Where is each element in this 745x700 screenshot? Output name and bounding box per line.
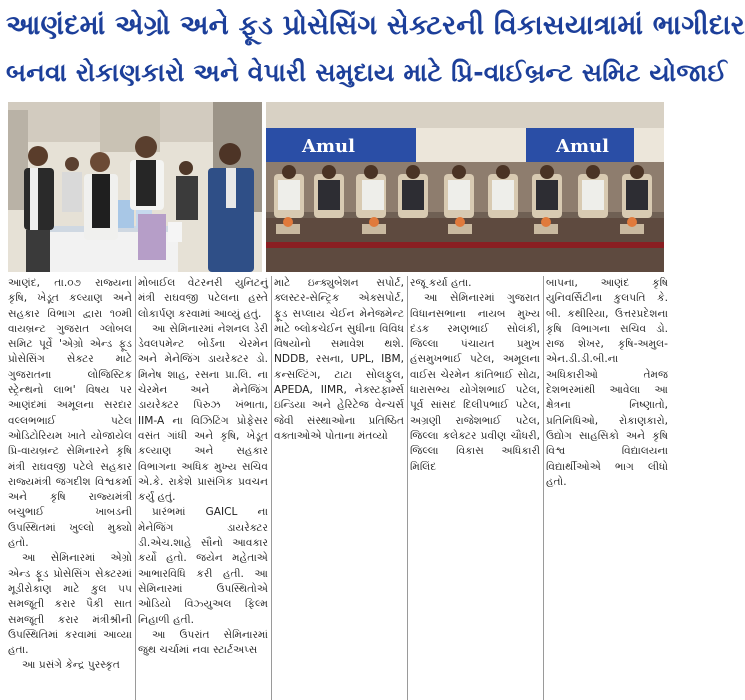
paragraph: આ સેમિનારમાં એગ્રો એન્ડ ફૂડ પ્રોસેસિંગ સેક્ટરમાં મૂડીરોકાણ માટે કુલ ૫૫ સમજૂતી કરાર પૈકી સાત સમજૂતી કરાર મંત્રીશ્રીની ઉપસ્થિતિમાં કરવામાં આવ્યા હતા. <box>8 552 132 657</box>
paragraph: આ સેમિનારમાં નેશનલ ડેરી ડેવલપમેન્ટ બોર્ડના ચેરમેન અને મેનેજિંગ ડાયરેક્ટર ડો. મિનેષ શાહ, રસના પ્રા.લિ. ના ચેરમેન અને મેનેજિંગ ડાયરેક્ટર પિરુઝ ખંભાતા, IIM-A ના વિઝિટિંગ પ્રોફેસર વસંત ગાંધી અને કૃષિ, ખેડૂત કલ્યાણ અને સહકાર વિભાગના અધિક મુખ્ય સચિવ એ.કે. રાકેશે પ્રાસંગિક પ્રવચન કર્યું હતું. <box>138 322 268 504</box>
headline <box>0 0 745 98</box>
photo-exhibition-stall-image <box>8 102 262 272</box>
paragraph: રજૂ કર્યા હતા. <box>410 277 472 289</box>
paragraph: પ્રારંભમાં GAICL ના મેનેજિંગ ડાયરેક્ટર ડી.એચ.શાહે સૌનો આવકાર કર્યો હતો. જયેન મહેતાએ આભારવિધિ કરી હતી. આ સેમિનારમાં ઉપસ્થિતોએ ઓડિયો વિઝ્યુઅલ ફિલ્મ નિહાળી હતી. <box>138 506 268 626</box>
column-divider <box>135 276 136 700</box>
article-body <box>8 276 668 700</box>
paragraph: આ ઉપરાંત સેમિનારમાં જુથ ચર્ચામાં નવા સ્ટાર્ટઅપ્સ <box>138 628 268 657</box>
headline-line-1: આણંદમાં એગ્રો અને ફૂડ પ્રોસેસિંગ સેક્ટરની વિકાસયાત્રામાં ભાગીદાર <box>6 10 745 41</box>
article-column-4 <box>410 276 540 700</box>
photo-exhibition-stall <box>8 102 262 272</box>
paragraph: બાપના, આણંદ કૃષિ યુનિવર્સિટીના કુલપતિ કે. બી. કથીરિયા, ઉત્તરપ્રદેશના કૃષિ વિભાગના સચિવ ડો. રાજ શેખર, કૃષિ-અમુલ-એન.ડી.ડી.બી.ના અધિકારીઓ તેમજ દેશભરમાંથી આવેલા આ ક્ષેત્રના નિષ્ણાતો, પ્રતિનિધિઓ, રોકાણકારો, ઉદ્યોગ સાહસિકો અને કૃષિ વિશ્વ વિદ્યાલયના વિદ્યાર્થીઓએ ભાગ લીધો હતો. <box>546 277 668 488</box>
article-column-2 <box>138 276 268 700</box>
column-divider <box>271 276 272 700</box>
paragraph: મોબાઈલ વેટરનરી યુનિટનું મંત્રી રાઘવજી પટેલના હસ્તે લોકાર્પણ કરવામાં આવ્યું હતું. <box>138 277 268 320</box>
article-column-1 <box>8 276 132 700</box>
paragraph: આ પ્રસંગે કેન્દ્ર પુરસ્કૃત <box>22 659 120 672</box>
article-column-3 <box>274 276 404 700</box>
paragraph: આ સેમિનારમાં ગુજરાત વિધાનસભાના નાયબ મુખ્ય દંડક રમણભાઈ સોલંકી, જિલ્લા પંચાયત પ્રમુખ હંસમુખભાઈ પટેલ, અમૂલના વાઈસ ચેરમેન કાંતિભાઈ સોઢા, ધારાસભ્ય યોગેશભાઈ પટેલ, પૂર્વ સાંસદ દિલીપભાઈ પટેલ, અગ્રણી રાજેશભાઈ પટેલ, જિલ્લા કલેક્ટર પ્રવીણ ચૌધરી, જિલ્લા વિકાસ અધિકારી મિલિંદ <box>410 292 540 473</box>
photo-seminar-stage <box>266 102 664 272</box>
article-column-5 <box>546 276 668 700</box>
headline-line-2: બનવા રોકાણકારો અને વેપારી સમુદાય માટે પ્રિ-વાઈબ્રન્ટ સમિટ યોજાઈ <box>6 58 727 87</box>
paragraph: માટે ઇન્ક્યુબેશન સપોર્ટ, ક્લસ્ટર-સેન્ટ્રિક એક્સપોર્ટ, ફૂડ સપ્લાય ચેઈન મેનેજમેન્ટ માટે બ્લોકચેઈન સુધીના વિવિધ વિષયોનો સમાવેશ થશે. NDDB, રસના, UPL, IBM, કન્સલ્ટિંગ, ટાટા સોલફુલ, APEDA, IIMR, નેક્સ્ટફાર્મ્સ ઇન્ડિયા અને હેરિટેજ વેન્ચર્સ જેવી સંસ્થાઓના પ્રતિષ્ઠિત વક્તાઓએ પોતાના મંતવ્યો <box>274 277 404 442</box>
column-divider <box>407 276 408 700</box>
paragraph: આણંદ, તા.૦૭ રાજ્યના કૃષિ, ખેડૂત કલ્યાણ અને સહકાર વિભાગ દ્વારા ૧૦મી વાયબ્રન્ટ ગુજરાત ગ્લોબલ સમિટ પૂર્વે 'એગ્રો એન્ડ ફૂડ પ્રોસેસિંગ સેક્ટર માટે ગુજરાતના લોજિસ્ટિક સ્ટ્રેન્થનો લાભ' વિષય પર આણંદમાં અમૂલના સરદાર વલ્લભભાઈ પટેલ ઓડિટોરિયમ ખાતે યોજાયેલ પ્રિ-વાયબ્રન્ટ સેમિનારને કૃષિ મંત્રી રાઘવજી પટેલે સહકાર રાજ્યમંત્રી જગદીશ વિશ્વકર્મા અને કૃષિ રાજ્યમંત્રી બચુભાઈ ખાબડની ઉપસ્થિતમાં ખુલ્લો મુક્યો હતો. <box>8 277 132 550</box>
banner-amul-right: Amul <box>556 136 609 157</box>
photo-seminar-stage-image <box>266 102 664 272</box>
column-divider <box>543 276 544 700</box>
banner-amul-left: Amul <box>302 136 355 157</box>
